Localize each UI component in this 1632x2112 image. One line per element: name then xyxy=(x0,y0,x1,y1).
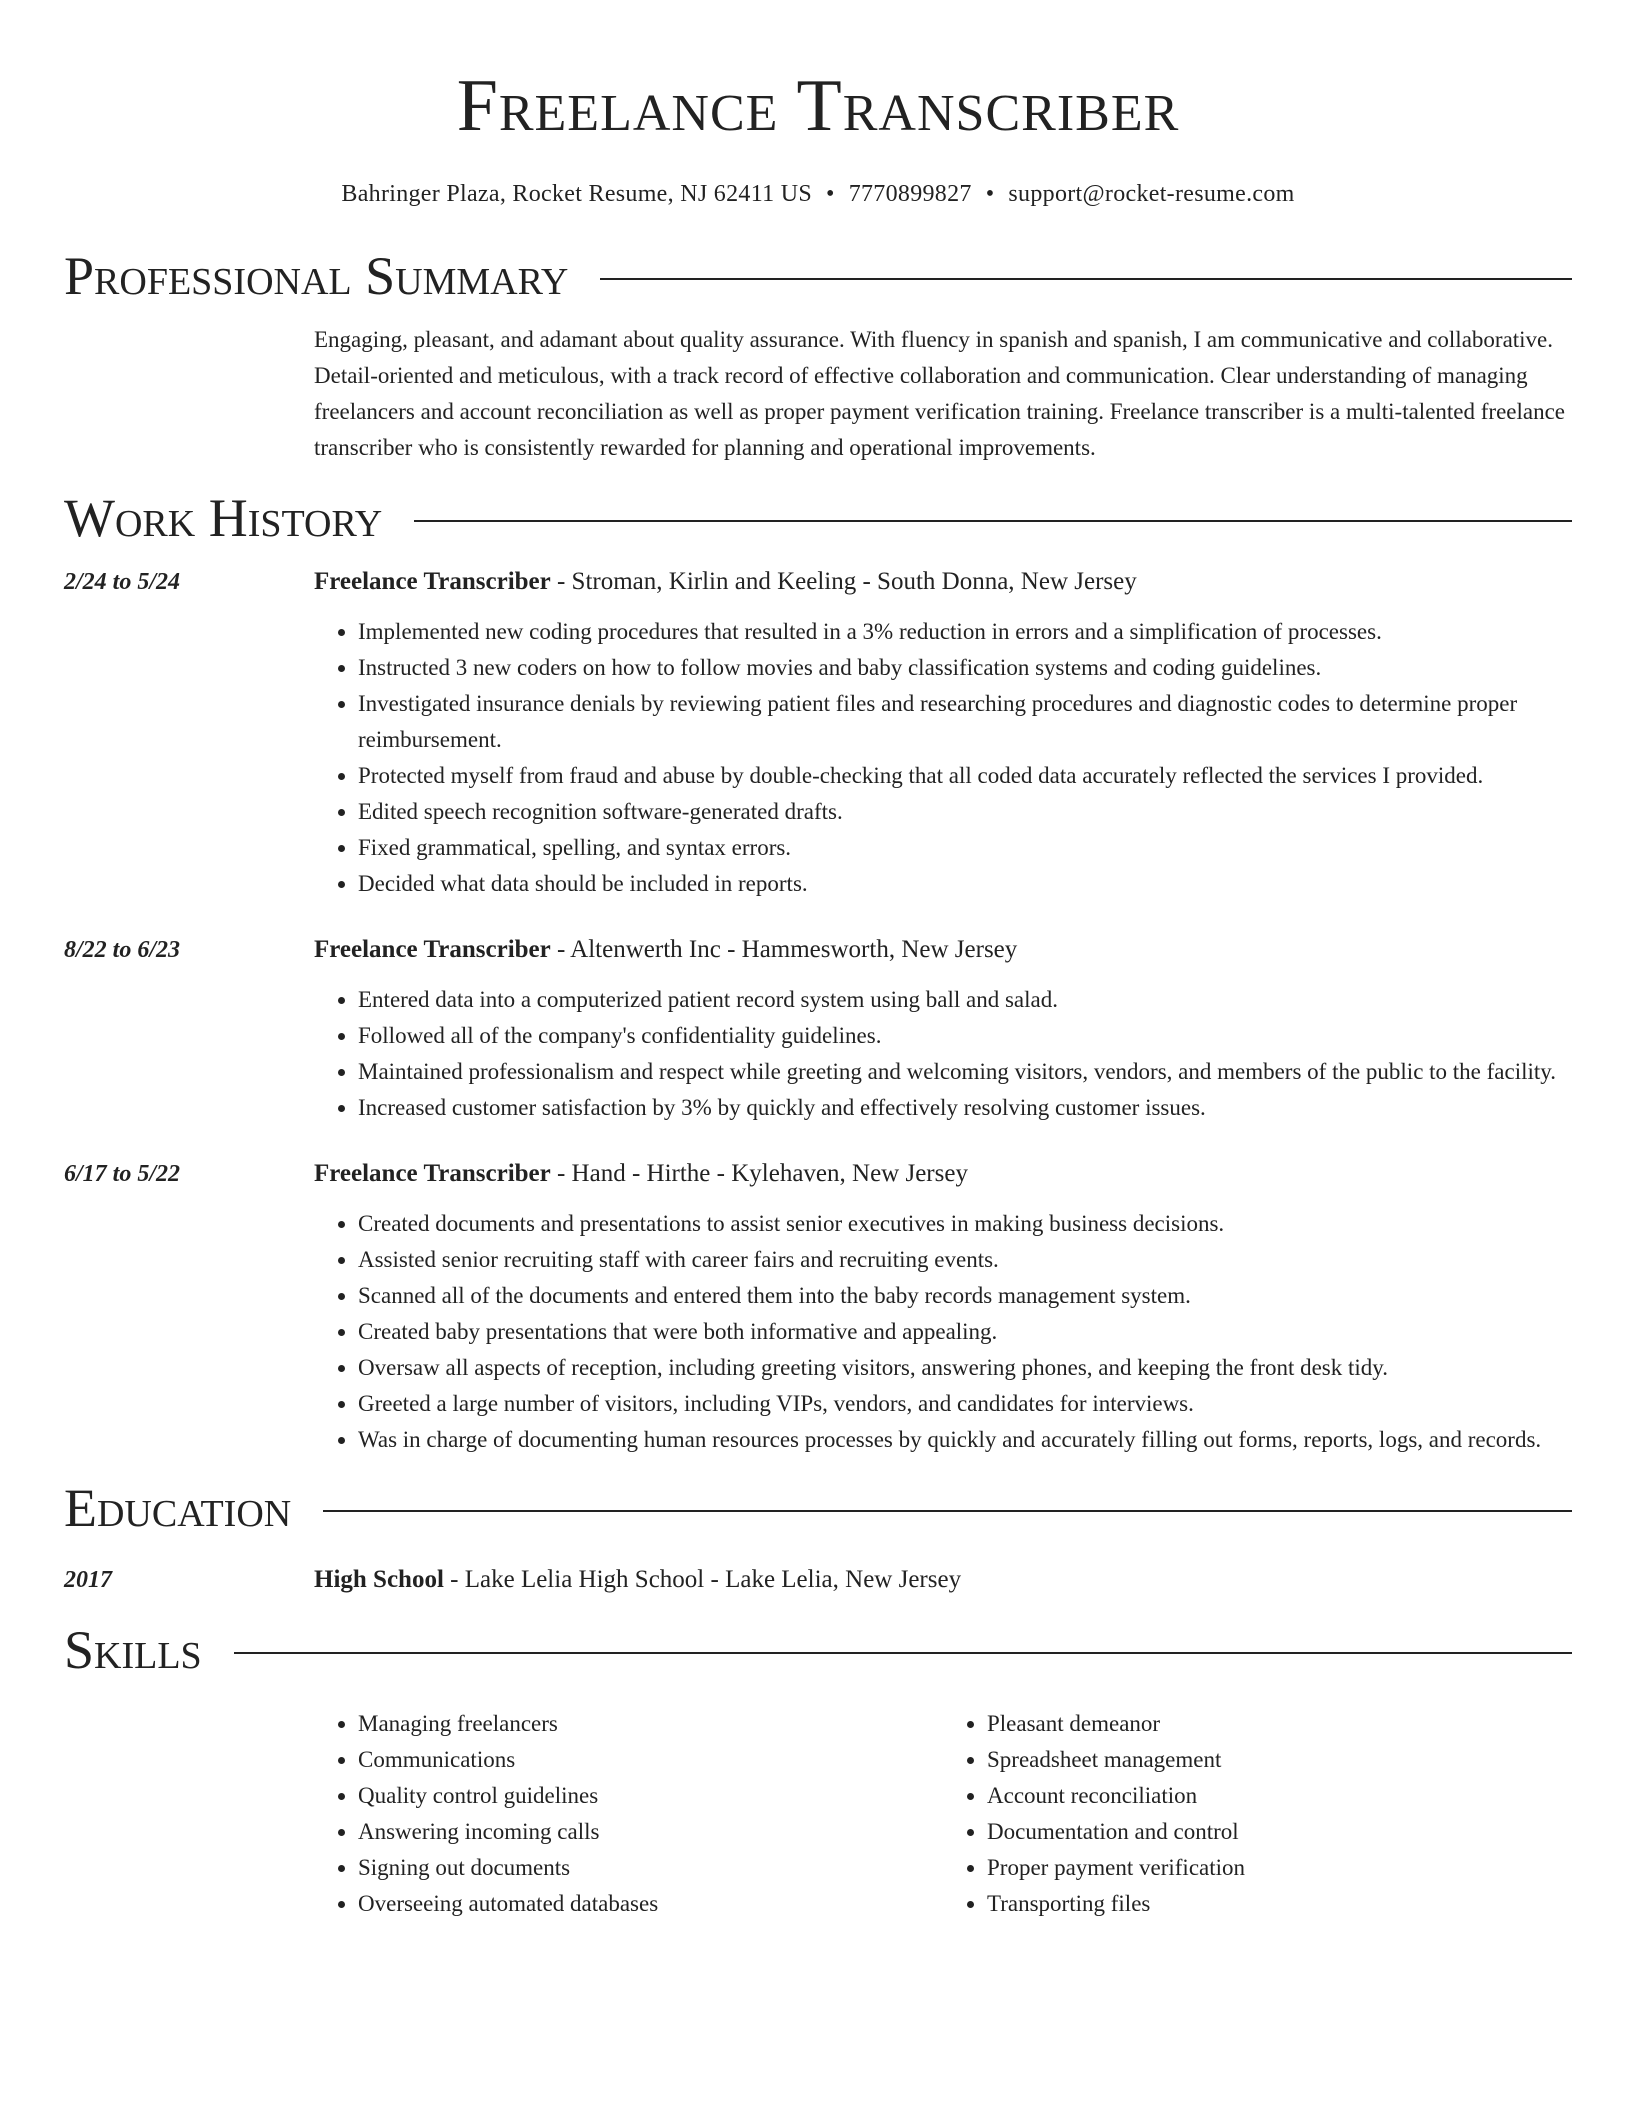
job-bullet: • Implemented new coding procedures that resulted in a 3% reduction in errors and a simplification of processes. xyxy=(358,614,1572,650)
work-section-title: Work History xyxy=(64,488,383,548)
skill-item: • Signing out documents xyxy=(358,1850,943,1886)
job-bullet: • Oversaw all aspects of reception, including greeting visitors, answering phones, and keeping the front desk tidy. xyxy=(358,1350,1572,1386)
skill-item: • Spreadsheet management xyxy=(987,1742,1572,1778)
summary-section-title: Professional Summary xyxy=(64,246,569,306)
job-bullet: • Created baby presentations that were both informative and appealing. xyxy=(358,1314,1572,1350)
education-section-header xyxy=(64,1476,1572,1540)
job-bullet: • Edited speech recognition software-generated drafts. xyxy=(358,794,1572,830)
contact-separator: • xyxy=(826,181,835,207)
job-dates: 2/24 to 5/24 xyxy=(64,569,181,595)
contact-line xyxy=(64,178,1572,210)
contact-email: support@rocket-resume.com xyxy=(1008,181,1295,207)
job-employer-location: - Altenwerth Inc - Hammesworth, New Jersey xyxy=(550,936,1018,963)
resume-name: Freelance Transcriber xyxy=(456,65,1180,147)
job-bullet: • Was in charge of documenting human resources processes by quickly and accurately filling out forms, reports, logs, and records. xyxy=(358,1422,1572,1458)
job-bullet: • Scanned all of the documents and entered them into the baby records management system. xyxy=(358,1278,1572,1314)
job-entry xyxy=(64,1156,1572,1458)
job-title: Freelance Transcriber xyxy=(314,1160,551,1187)
skills-list-left xyxy=(314,1706,943,1922)
job-bullet: • Increased customer satisfaction by 3% by quickly and effectively resolving customer issues. xyxy=(358,1090,1572,1126)
job-entry xyxy=(64,932,1572,1126)
education-degree: High School xyxy=(314,1566,444,1593)
contact-separator: • xyxy=(985,181,995,207)
work-history-list xyxy=(64,564,1572,1458)
job-bullet: • Decided what data should be included in reports. xyxy=(358,866,1572,902)
job-title: Freelance Transcriber xyxy=(314,936,551,963)
section-divider xyxy=(234,1652,1572,1654)
education-year: 2017 xyxy=(64,1567,112,1593)
skill-item: • Pleasant demeanor xyxy=(987,1706,1572,1742)
job-bullet-list xyxy=(314,614,1572,902)
skill-item: • Answering incoming calls xyxy=(358,1814,943,1850)
skill-item: • Quality control guidelines xyxy=(358,1778,943,1814)
skills-section-title: Skills xyxy=(64,1620,202,1680)
job-bullet: • Investigated insurance denials by reviewing patient files and researching procedures and diagnostic codes to determine proper reimbursement. xyxy=(358,686,1572,758)
skill-item: • Managing freelancers xyxy=(358,1706,943,1742)
job-heading xyxy=(314,1156,1572,1192)
summary-section-header xyxy=(64,244,1572,308)
contact-phone: 7770899827 xyxy=(848,181,972,207)
skill-item: • Transporting files xyxy=(987,1886,1572,1922)
skill-item: • Documentation and control xyxy=(987,1814,1572,1850)
job-heading xyxy=(314,932,1572,968)
education-section-title: Education xyxy=(64,1478,292,1538)
job-employer-location: - Hand - Hirthe - Kylehaven, New Jersey xyxy=(550,1160,968,1187)
section-divider xyxy=(323,1510,1572,1512)
job-bullet: • Fixed grammatical, spelling, and syntax errors. xyxy=(358,830,1572,866)
job-heading xyxy=(314,564,1572,600)
education-details: - Lake Lelia High School - Lake Lelia, New Jersey xyxy=(443,1566,962,1593)
section-divider xyxy=(414,520,1572,522)
skill-item: • Overseeing automated databases xyxy=(358,1886,943,1922)
job-bullet: • Created documents and presentations to assist senior executives in making business decisions. xyxy=(358,1206,1572,1242)
job-dates: 6/17 to 5/22 xyxy=(64,1161,181,1187)
job-bullet: • Maintained professionalism and respect while greeting and welcoming visitors, vendors, and members of the public to the facility. xyxy=(358,1054,1572,1090)
work-section-header xyxy=(64,486,1572,550)
summary-text: Engaging, pleasant, and adamant about quality assurance. With fluency in spanish and spanish, I am communicative and collaborative. Detail-oriented and meticulous, with a track record of effective collaboration and communication. Clear understanding of managing freelancers and account reconciliation as well as proper payment verification training. Freelance transcriber is a multi-talented freelance transcriber who is consistently rewarded for planning and operational improvements. xyxy=(314,327,1565,460)
education-entry xyxy=(64,1562,1572,1598)
skills-section-header xyxy=(64,1618,1572,1682)
job-bullet: • Protected myself from fraud and abuse by double-checking that all coded data accurately reflected the services I provided. xyxy=(358,758,1572,794)
job-bullet-list xyxy=(314,982,1572,1126)
job-bullet: • Greeted a large number of visitors, including VIPs, vendors, and candidates for interviews. xyxy=(358,1386,1572,1422)
job-employer-location: - Stroman, Kirlin and Keeling - South Donna, New Jersey xyxy=(550,568,1137,595)
section-divider xyxy=(600,278,1572,280)
job-bullet: • Entered data into a computerized patient record system using ball and salad. xyxy=(358,982,1572,1018)
job-bullet: • Instructed 3 new coders on how to follow movies and baby classification systems and coding guidelines. xyxy=(358,650,1572,686)
summary-row xyxy=(64,308,1572,466)
job-bullet: • Assisted senior recruiting staff with career fairs and recruiting events. xyxy=(358,1242,1572,1278)
skill-item: • Proper payment verification xyxy=(987,1850,1572,1886)
skill-item: • Account reconciliation xyxy=(987,1778,1572,1814)
skills-row xyxy=(64,1682,1572,1922)
job-dates: 8/22 to 6/23 xyxy=(64,937,181,963)
job-title: Freelance Transcriber xyxy=(314,568,551,595)
skill-item: • Communications xyxy=(358,1742,943,1778)
job-entry xyxy=(64,564,1572,902)
contact-address: Bahringer Plaza, Rocket Resume, NJ 62411 US xyxy=(341,181,812,207)
job-bullet-list xyxy=(314,1206,1572,1458)
job-bullet: • Followed all of the company's confidentiality guidelines. xyxy=(358,1018,1572,1054)
skills-list-right xyxy=(943,1706,1572,1922)
